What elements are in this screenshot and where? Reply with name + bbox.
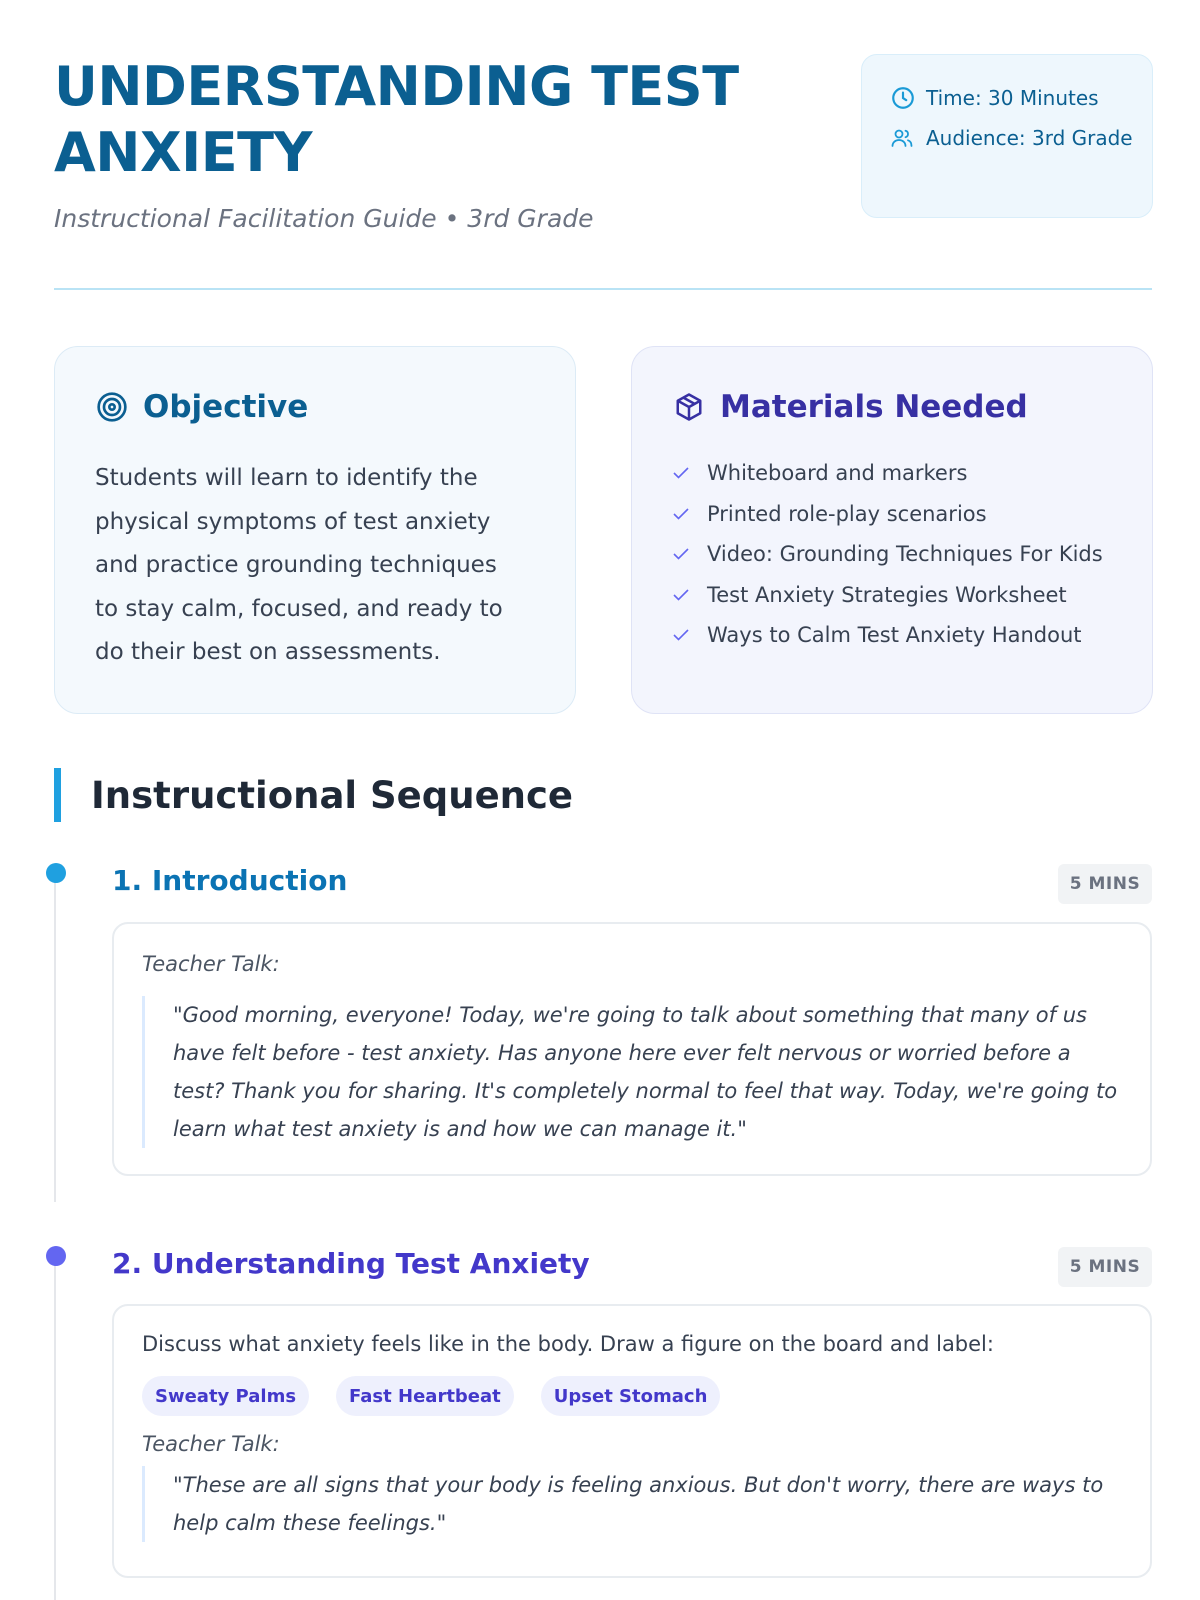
check-icon xyxy=(672,547,690,561)
page-subtitle: Instructional Facilitation Guide • 3rd Grade xyxy=(54,204,594,233)
material-label: Test Anxiety Strategies Worksheet xyxy=(707,582,1067,607)
users-icon xyxy=(890,121,916,155)
clock-icon xyxy=(890,81,916,115)
time-label: Time: 30 Minutes xyxy=(926,86,1099,110)
check-icon xyxy=(672,628,690,642)
timeline-dot xyxy=(46,863,66,883)
objective-header xyxy=(95,387,535,427)
sequence-title: Instructional Sequence xyxy=(91,773,574,817)
symptom-tags xyxy=(142,1376,1122,1416)
materials-card xyxy=(631,346,1153,714)
objective-text: Students will learn to identify the physical symptoms of test anxiety and practice grounding techniques to stay calm, focused, and ready to do their best on assessments. xyxy=(95,465,503,665)
time-info xyxy=(890,81,1152,115)
timeline-dot xyxy=(46,1246,66,1266)
step-title: 1. Introduction xyxy=(112,864,348,897)
duration-badge: 5 MINS xyxy=(1058,864,1152,904)
list-item xyxy=(672,575,1112,616)
symptom-tag: Fast Heartbeat xyxy=(336,1376,514,1416)
objective-title: Objective xyxy=(143,389,309,425)
audience-label: Audience: 3rd Grade xyxy=(926,126,1133,150)
teacher-quote: "These are all signs that your body is feeling anxious. But don't worry, there are ways to help calm these feelings." xyxy=(142,1466,1122,1542)
list-item xyxy=(672,494,1112,535)
section-accent-bar xyxy=(54,768,61,822)
timeline-line xyxy=(54,872,56,1202)
page-title: UNDERSTANDING TEST ANXIETY xyxy=(54,55,739,184)
target-icon xyxy=(95,390,129,424)
check-icon xyxy=(672,588,690,602)
step-title: 2. Understanding Test Anxiety xyxy=(112,1247,590,1280)
material-label: Ways to Calm Test Anxiety Handout xyxy=(707,623,1082,648)
teacher-quote: "Good morning, everyone! Today, we're going to talk about something that many of us have felt before - test anxiety. Has anyone here ever felt nervous or worried before a test? Thank you for sharing. It's completely normal to feel that way. Today, we're going to learn what test anxiety is and how we can manage it." xyxy=(142,996,1122,1148)
symptom-tag: Upset Stomach xyxy=(541,1376,721,1416)
material-label: Printed role-play scenarios xyxy=(707,501,987,526)
meta-info-box xyxy=(861,54,1153,218)
header-divider xyxy=(54,288,1152,290)
step-card xyxy=(112,922,1152,1176)
step-card xyxy=(112,1304,1152,1578)
materials-header xyxy=(672,387,1112,427)
check-icon xyxy=(672,507,690,521)
list-item xyxy=(672,615,1112,656)
teacher-talk-label: Teacher Talk: xyxy=(142,1432,280,1456)
material-label: Video: Grounding Techniques For Kids xyxy=(707,542,1103,567)
list-item xyxy=(672,453,1112,494)
objective-card xyxy=(54,346,576,714)
discussion-text: Discuss what anxiety feels like in the body. Draw a figure on the board and label: xyxy=(142,1332,994,1356)
materials-list xyxy=(672,453,1112,656)
materials-title: Materials Needed xyxy=(720,389,1028,425)
material-label: Whiteboard and markers xyxy=(707,461,968,486)
sequence-header xyxy=(54,768,573,822)
teacher-talk-label: Teacher Talk: xyxy=(142,952,280,976)
page-header xyxy=(54,54,1152,290)
symptom-tag: Sweaty Palms xyxy=(142,1376,309,1416)
timeline-line xyxy=(54,1246,56,1600)
list-item xyxy=(672,534,1112,575)
audience-info xyxy=(890,121,1152,155)
duration-badge: 5 MINS xyxy=(1058,1247,1152,1287)
package-icon xyxy=(672,390,706,424)
check-icon xyxy=(672,466,690,480)
